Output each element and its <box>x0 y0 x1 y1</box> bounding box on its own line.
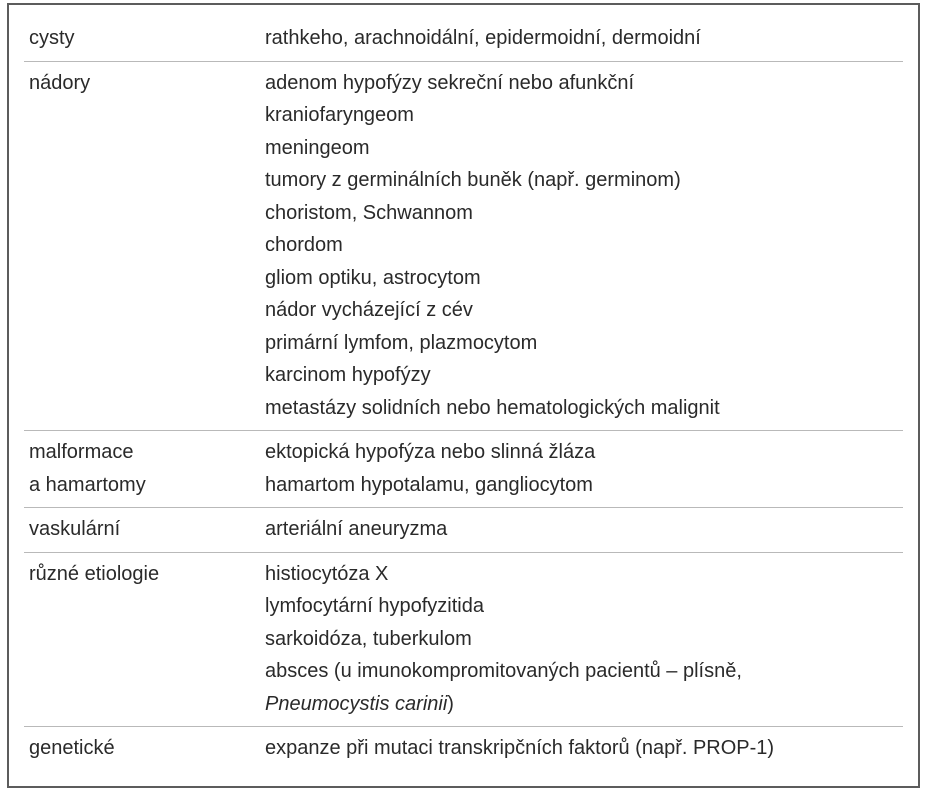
items-cell <box>265 513 903 546</box>
list-item: arteriální aneuryzma <box>265 518 448 540</box>
table-row-malformace <box>24 431 903 508</box>
list-item: histiocytóza X <box>265 562 389 585</box>
table-row-cysty <box>24 17 903 62</box>
items-cell <box>265 67 903 425</box>
category-cell <box>24 67 265 425</box>
list-item: tumory z germinálních buněk (např. germinom) <box>265 169 681 191</box>
category-cell <box>24 513 265 546</box>
category-label: nádory <box>29 71 91 94</box>
list-item: choristom, Schwannom <box>265 201 473 224</box>
list-item: adenom hypofýzy sekreční nebo afunkční <box>265 71 635 94</box>
list-item: gliom optiku, astrocytom <box>265 266 481 289</box>
list-item: lymfocytární hypofyzitida <box>265 595 484 617</box>
table-row-geneticke <box>24 727 903 771</box>
category-cell <box>24 732 265 765</box>
etiology-table <box>24 17 903 771</box>
list-item: primární lymfom, plazmocytom <box>265 331 538 354</box>
category-label: cysty <box>29 27 75 49</box>
category-label: genetické <box>29 737 115 759</box>
list-item: absces (u imunokompromitovaných pacientů – plísně, <box>265 660 742 682</box>
table-row-ruzne-etiologie <box>24 553 903 728</box>
category-label: a hamartomy <box>29 473 146 496</box>
category-cell <box>24 22 265 55</box>
category-label: různé etiologie <box>29 562 160 585</box>
items-cell <box>265 436 903 501</box>
list-item <box>265 688 903 721</box>
table-row-nadory <box>24 62 903 432</box>
list-item: kraniofaryngeom <box>265 104 414 126</box>
closing-paren: ) <box>447 692 454 715</box>
list-item: expanze při mutaci transkripčních faktorů (např. PROP-1) <box>265 737 775 759</box>
category-label: malformace <box>29 441 134 463</box>
list-item: nádor vycházející z cév <box>265 299 473 321</box>
list-item: hamartom hypotalamu, gangliocytom <box>265 473 593 496</box>
list-item: chordom <box>265 234 343 256</box>
category-cell <box>24 558 265 721</box>
italic-term: Pneumocystis carinii <box>265 692 448 715</box>
list-item: sarkoidóza, tuberkulom <box>265 627 472 650</box>
list-item: metastázy solidních nebo hematologických malignit <box>265 396 720 419</box>
table-frame <box>7 3 920 788</box>
list-item: meningeom <box>265 136 370 159</box>
table-row-vaskularni <box>24 508 903 553</box>
category-cell <box>24 436 265 501</box>
items-cell <box>265 22 903 55</box>
list-item: karcinom hypofýzy <box>265 364 431 386</box>
list-item: ektopická hypofýza nebo slinná žláza <box>265 441 596 463</box>
list-item: rathkeho, arachnoidální, epidermoidní, dermoidní <box>265 27 701 49</box>
items-cell <box>265 558 903 721</box>
items-cell <box>265 732 903 765</box>
category-label: vaskulární <box>29 518 121 540</box>
